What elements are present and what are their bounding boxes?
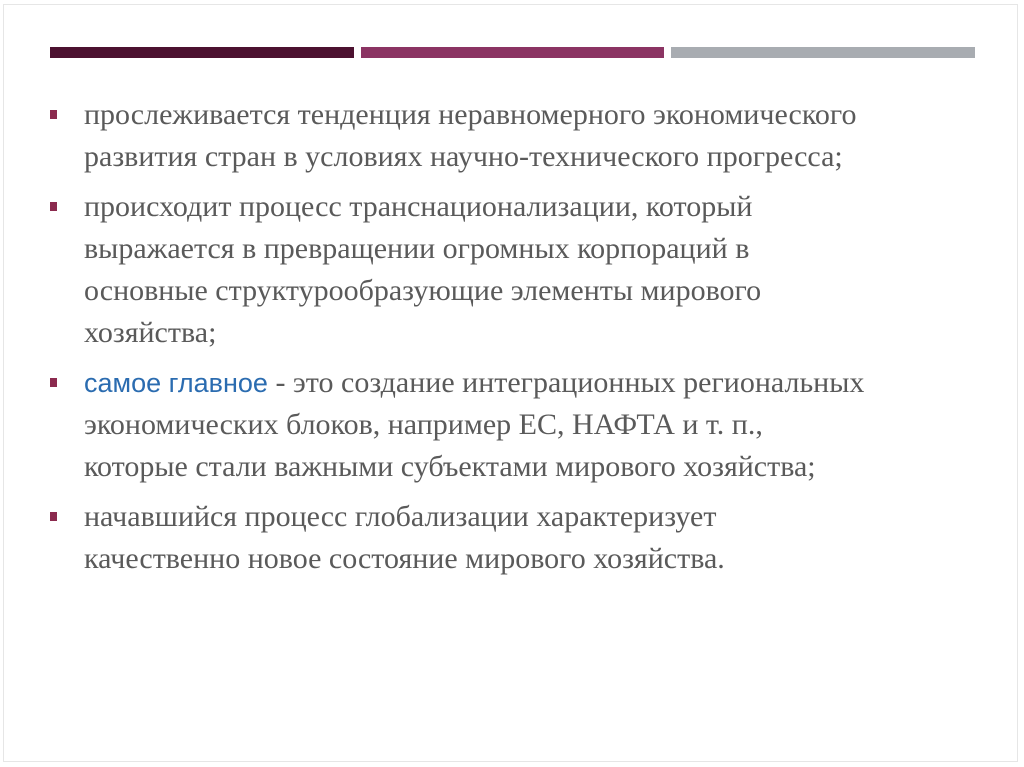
bullet-square-icon [50,512,57,521]
bullet-item [84,186,984,354]
bullet-square-icon [50,378,57,387]
highlight-text: самое главное [84,368,268,398]
bullet-text-line: хозяйства; [84,316,217,349]
bullet-square-icon [50,202,57,211]
bullet-item [84,94,984,178]
bullet-text-line [84,362,984,404]
bullet-text-line: основные структурообразующие элементы мирового [84,274,762,307]
bullet-text-line: качественно новое состояние мирового хозяйства. [84,542,725,575]
bullet-text-line: происходит процесс транснационализации, который [84,190,753,223]
bullet-text-line: выражается в превращении огромных корпораций в [84,232,750,265]
bullet-text-line: которые стали важными субъектами мирового хозяйства; [84,450,816,483]
bullet-text-line: экономических блоков, например ЕС, НАФТА и т. п., [84,408,763,441]
decorative-bar-3 [671,47,975,58]
bullet-text-line: начавшийся процесс глобализации характеризует [84,500,717,533]
bullet-text-line: развития стран в условиях научно-технического прогресса; [84,140,843,173]
bullet-item [84,362,984,488]
bullet-square-icon [50,110,57,119]
decorative-bar-1 [50,47,354,58]
bullet-text-rest: - это создание интеграционных региональных [267,366,865,399]
bullet-text-line: прослеживается тенденция неравномерного экономического [84,98,857,131]
decorative-bar-2 [361,47,664,58]
bullet-item [84,496,984,580]
bullet-list [84,94,984,588]
